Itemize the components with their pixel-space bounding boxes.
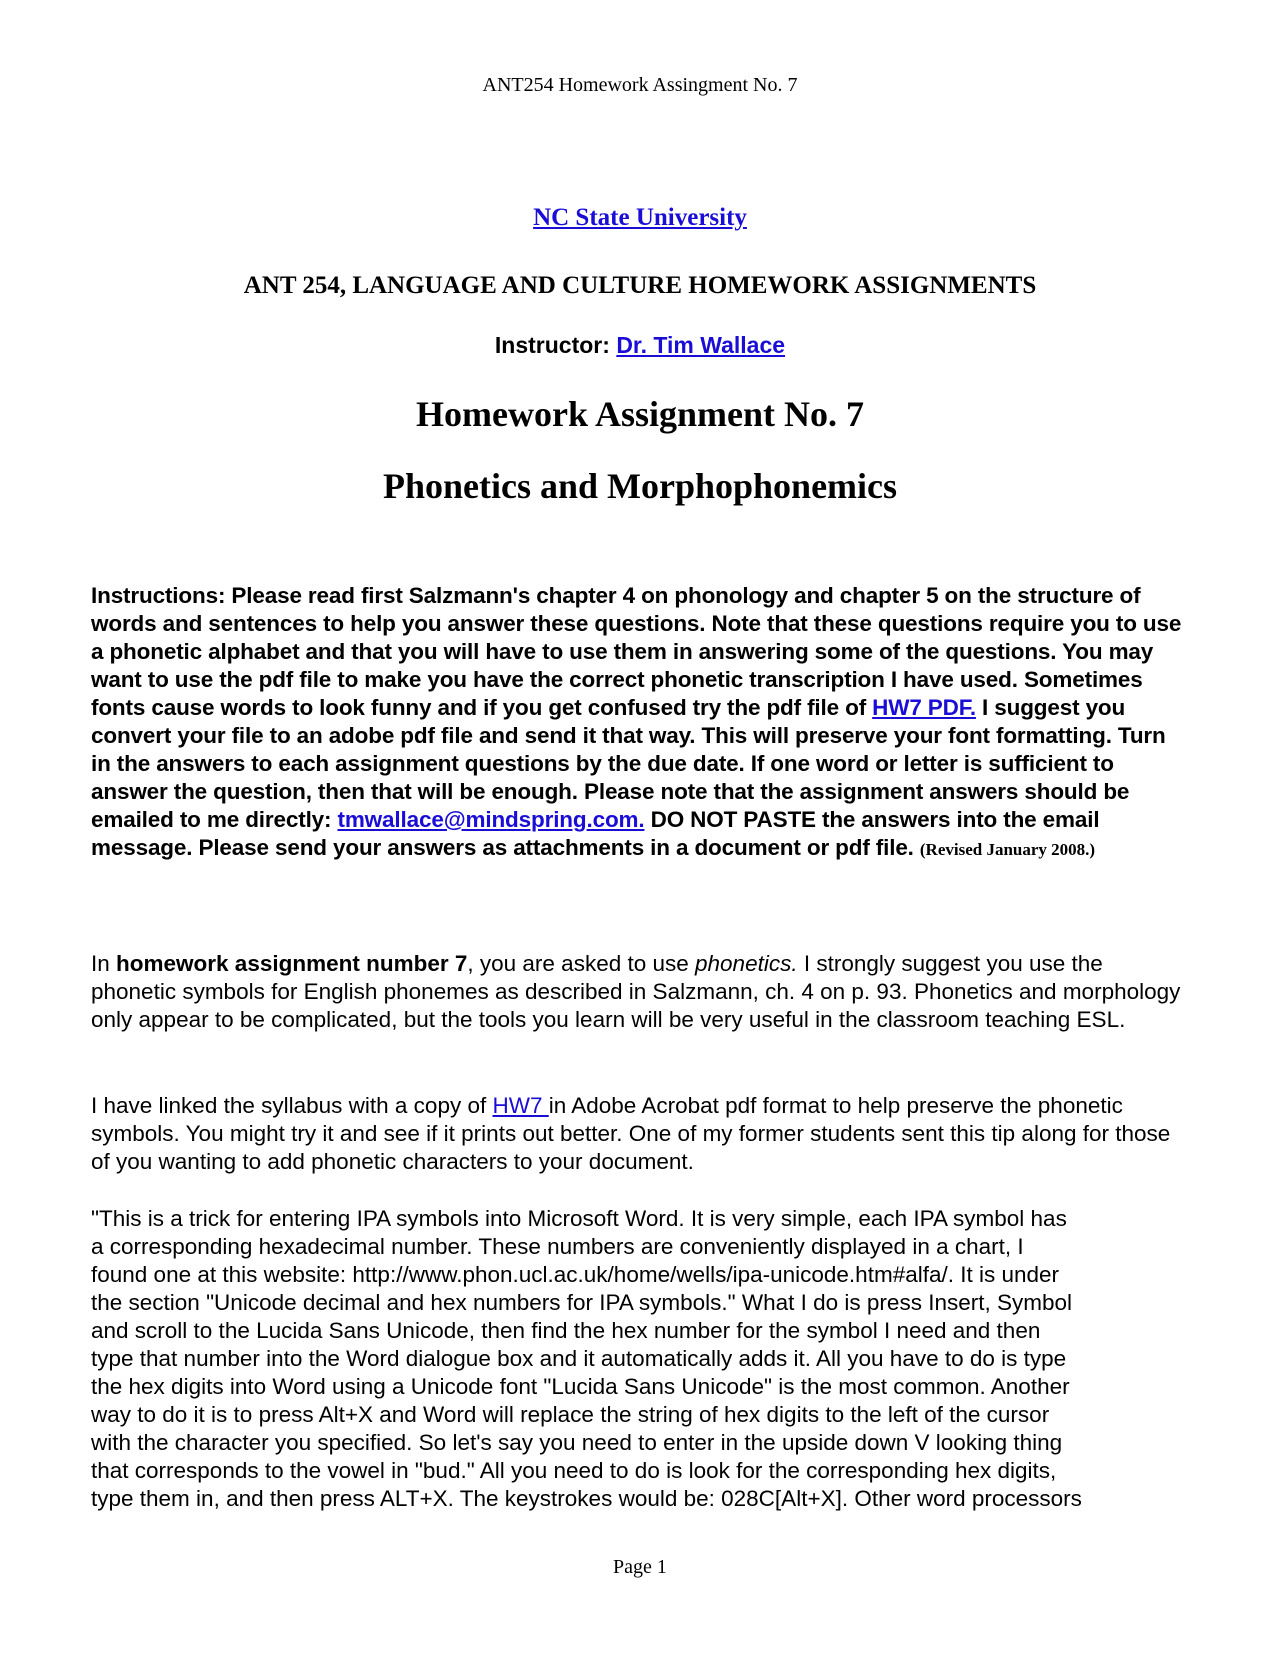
instructions-text-1: Instructions: Please read first Salzmann's chapter 4 on phonology and chapter 5 on the structure of words and sentences to help you answer these questions. Note that these questions require you to use a phonetic alphabet and that you will have to use them in answering some of the questions. You may want to use the pdf file to make you have the correct phonetic transcription I have used. Sometimes fonts cause words to look funny and if you get confused try the pdf file of [91,583,1182,720]
instructor-prefix: Instructor: [494,332,610,358]
ipa-tip-line: that corresponds to the vowel in "bud." All you need to do is look for the corresponding hex digits, [91,1458,1057,1483]
ipa-tip-line: the hex digits into Word using a Unicode font "Lucida Sans Unicode" is the most common. Another [91,1374,1070,1399]
ipa-tip-line: found one at this website: http://www.phon.ucl.ac.uk/home/wells/ipa-unicode.htm#alfa/. It is under [91,1262,1060,1287]
ipa-tip-line: and scroll to the Lucida Sans Unicode, then find the hex number for the symbol I need and then [91,1318,1041,1343]
page-header: ANT254 Homework Assingment No. 7 [482,74,798,96]
revised-note: (Revised January 2008.) [919,840,1096,859]
course-title: ANT 254, LANGUAGE AND CULTURE HOMEWORK ASSIGNMENTS [243,272,1037,299]
ipa-tip-line: "This is a trick for entering IPA symbols into Microsoft Word. It is very simple, each IPA symbol has [91,1206,1067,1231]
para2-rest: in Adobe Acrobat pdf format to help preserve the phonetic symbols. You might try it and see if it prints out better. One of my former students sent this tip along for those of you wanting to add phonetic characters to your document. [91,1093,1171,1174]
para1-rest: I strongly suggest you use the phonetic symbols for English phonemes as described in Salzmann, ch. 4 on p. 93. Phonetics and morphology only appear to be complicated, but the tools you learn will be very useful in the classroom teaching ESL. [91,951,1181,1032]
instructor-line [0,332,1280,359]
ipa-tip-paragraph [91,1205,1191,1513]
university-link[interactable]: NC State University [533,204,747,231]
ipa-tip-line: type them in, and then press ALT+X. The keystrokes would be: 028C[Alt+X]. Other word processors [91,1486,1082,1511]
ipa-tip-line: the section "Unicode decimal and hex numbers for IPA symbols." What I do is press Insert, Symbol [91,1290,1072,1315]
phonetics-paragraph [91,950,1191,1034]
instructor-link[interactable]: Dr. Tim Wallace [616,332,786,358]
para1-bold: homework assignment number 7 [116,951,468,976]
para1-italic: phonetics. [695,951,798,976]
para1-lead: In [91,951,117,976]
assignment-title: Homework Assignment No. 7 [416,394,864,434]
instructions-text-2: I suggest you convert your file to an adobe pdf file and send it that way. This will preserve your font formatting. Turn in the answers to each assignment questions by the due date. If one word or letter is sufficient to answer the question, then that will be enough. Please note that the assignment answers should be emailed to me directly: [91,695,1166,832]
syllabus-paragraph [91,1092,1191,1176]
page-number: Page 1 [613,1556,667,1578]
email-link[interactable]: tmwallace@mindspring.com. [337,807,645,832]
hw7-pdf-link[interactable]: HW7 PDF. [872,695,976,720]
instructions-text-3: DO NOT PASTE the answers into the email message. Please send your answers as attachments in a document or pdf file. [91,807,1100,860]
ipa-tip-line: type that number into the Word dialogue box and it automatically adds it. All you have to do is type [91,1346,1067,1371]
instructions-paragraph [91,582,1191,864]
assignment-subtitle: Phonetics and Morphophonemics [382,466,898,506]
ipa-tip-line: a corresponding hexadecimal number. These numbers are conveniently displayed in a chart, I [91,1234,1024,1259]
university-heading [0,204,1280,232]
ipa-tip-line: way to do it is to press Alt+X and Word will replace the string of hex digits to the left of the cursor [91,1402,1050,1427]
para1-mid: , you are asked to use [467,951,696,976]
hw7-link[interactable]: HW7 [492,1093,549,1118]
para2-lead: I have linked the syllabus with a copy of [91,1093,493,1118]
ipa-tip-line: with the character you specified. So let's say you need to enter in the upside down V looking thing [91,1430,1063,1455]
